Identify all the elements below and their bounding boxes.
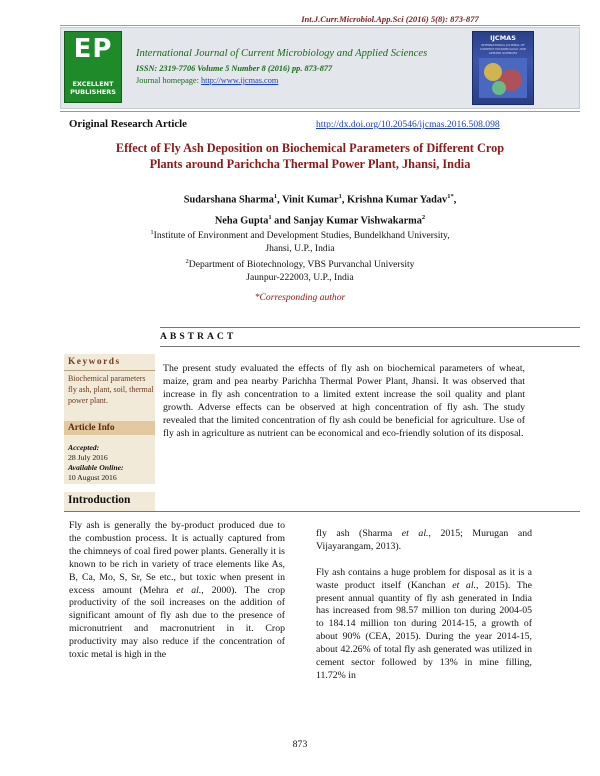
- affiliation-2-line-1: [60, 255, 540, 271]
- page-number: 873: [292, 739, 308, 750]
- author-affiliation-mark: 1: [268, 214, 272, 222]
- doi-link[interactable]: http://dx.doi.org/10.20546/ijcmas.2016.508.098: [316, 119, 500, 130]
- homepage-link[interactable]: http://www.ijcmas.com: [200, 76, 279, 85]
- author-name: Krishna Kumar Yadav: [347, 194, 448, 206]
- journal-homepage: [136, 76, 278, 85]
- logo-sub-line2: PUBLISHERS: [70, 88, 116, 96]
- available-online-label: Available Online:: [68, 463, 124, 472]
- journal-issn: ISSN: 2319-7706 Volume 5 Number 8 (2016) pp. 873-877: [136, 64, 333, 73]
- header-bottom-rule: [60, 111, 580, 112]
- available-online-date: 10 August 2016: [68, 473, 117, 482]
- body-column-left: [69, 520, 285, 662]
- affiliations: [60, 226, 540, 284]
- affiliation-text: Institute of Environment and Development Studies, Bundelkhand University,: [153, 230, 450, 242]
- abstract-top-rule: [160, 327, 580, 328]
- introduction-rule: [64, 511, 580, 512]
- cover-subtitle: INTERNATIONAL JOURNAL OF CURRENT MICROBIOLOGY AND APPLIED SCIENCES: [479, 43, 527, 55]
- author-name: Sudarshana Sharma: [183, 194, 274, 206]
- journal-name: International Journal of Current Microbiology and Applied Sciences: [136, 48, 428, 59]
- affiliation-1-line-1: [60, 226, 540, 242]
- publisher-logo: [64, 31, 122, 103]
- paragraph: fly ash (Sharma et al., 2015; Murugan and Vijayarangam, 2013).: [316, 528, 532, 552]
- logo-subtitle: [67, 80, 119, 96]
- author-affiliation-mark: 1: [273, 193, 278, 200]
- author-name: Sanjay Kumar Vishwakarma: [293, 215, 422, 227]
- paragraph: Fly ash contains a huge problem for disposal as it is a waste product itself (Kanchan et al., 2015). The present annual quantity of fly ash generated in India has increased from 98.57 million ton during 2004-05 to 184.14 million ton during 2014-15, a growth of about 90% (CEA, 2015). During the year 2014-15, about 42.26% of total fly ash generated was utilized in cement sector followed by 13% in mine filling, 11.72% in: [316, 566, 532, 681]
- cover-title: IJCMAS: [490, 34, 516, 42]
- abstract-body: The present study evaluated the effects of fly ash on biochemical parameters of wheat, maize, gram and pea nearby Parichha Thermal Power Plant, Jhansi. It was observed that increase in fly ash concentration to a limited extent increase the soil quality and plant growth. Adverse effects can be observed at high concentration of fly ash. The study revealed that the limited concentration of fly ash could be beneficial for agriculture. Use of fly ash in agriculture as nutrient can be economical and eco-friendly solution of its disposal.: [163, 363, 525, 439]
- article-title: [60, 140, 560, 172]
- keywords-rule: [64, 370, 155, 371]
- paragraph: Fly ash is generally the by-product produced due to the combustion process. It is actually captured from the chimneys of coal fired power plants. Generally it is known to be rich in variety of trace elements like As, B, Ca, Mo, S, Sr, Se etc., but toxic when present in excess amount (Mehra et al., 2000). The crop productivity of the soil increases on the addition of significant amount of fly ash due to the presence of micronutrient and macronutrient in it. Crop productivity may also reduce if the concentration of toxic metal is high in the: [69, 520, 285, 661]
- abstract-heading: ABSTRACT: [160, 331, 237, 342]
- corresponding-author-note: *Corresponding author: [254, 292, 346, 303]
- title-line-1: Effect of Fly Ash Deposition on Biochemical Parameters of Different Crop: [115, 141, 505, 155]
- affiliation-text: Department of Biotechnology, VBS Purvanchal University: [188, 259, 415, 271]
- header-top-rule: [60, 25, 580, 26]
- author-name: Neha Gupta: [214, 215, 269, 227]
- title-line-2: Plants around Parichcha Thermal Power Plant, Jhansi, India: [149, 157, 471, 171]
- cover-art-graphic: [479, 58, 527, 98]
- keywords-heading: Keywords: [68, 357, 121, 367]
- abstract-bottom-rule: [160, 346, 580, 347]
- affiliation-2-line-2: Jaunpur-222003, U.P., India: [246, 272, 354, 284]
- logo-letters: EP: [73, 34, 113, 64]
- author-list: [60, 188, 580, 231]
- author-affiliation-mark: 1*: [447, 193, 454, 200]
- logo-sub-line1: EXCELLENT: [72, 80, 114, 88]
- affiliation-mark: 1: [150, 229, 154, 236]
- author-conjunction: and: [271, 215, 294, 227]
- authors-line-1: Sudarshana Sharma$^1$, Vinit Kumar$^1$, Krishna Kumar Yadav$^{1*}$,: [183, 193, 457, 206]
- article-type: Original Research Article: [69, 118, 187, 130]
- author-name: Vinit Kumar: [282, 194, 339, 206]
- journal-cover-image: [472, 31, 534, 105]
- article-info-heading: Article Info: [68, 423, 115, 433]
- article-dates: [68, 443, 154, 483]
- author-affiliation-mark: 2: [421, 214, 426, 222]
- affiliation-1-line-2: Jhansi, U.P., India: [265, 243, 335, 255]
- accepted-date: 28 July 2016: [68, 453, 108, 462]
- homepage-label: Journal homepage:: [136, 76, 201, 85]
- journal-citation: Int.J.Curr.Microbiol.App.Sci (2016) 5(8): 873-877: [301, 14, 479, 24]
- introduction-heading: Introduction: [68, 494, 131, 506]
- affiliation-mark: 2: [185, 258, 189, 266]
- keywords-list: Biochemical parameters fly ash, plant, soil, thermal power plant.: [68, 374, 154, 405]
- author-affiliation-mark: 1: [338, 193, 342, 200]
- body-column-right: [316, 528, 532, 696]
- accepted-label: Accepted:: [68, 443, 100, 452]
